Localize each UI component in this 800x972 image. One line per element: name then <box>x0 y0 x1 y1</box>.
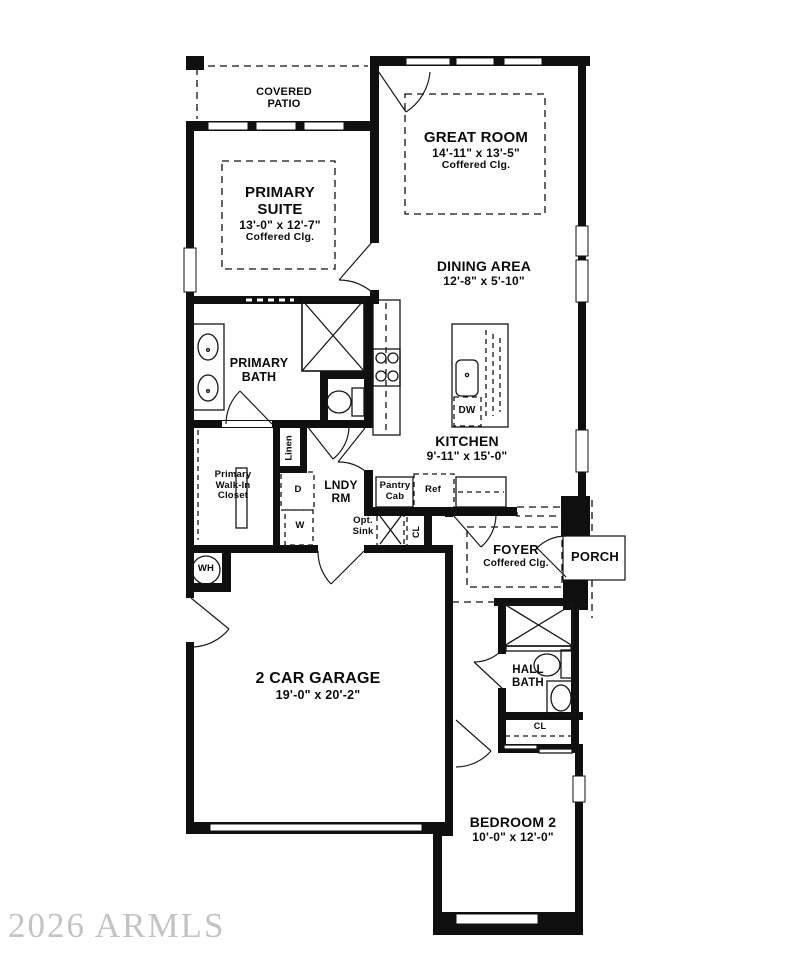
window <box>184 248 196 292</box>
window <box>256 122 296 130</box>
kitchen-label: KITCHEN 9'-11" x 15'-0" <box>426 433 508 463</box>
bypass-door <box>504 745 537 749</box>
door-swing <box>338 462 365 471</box>
window <box>504 58 542 65</box>
opt-sink-label: Opt. Sink <box>352 515 374 537</box>
toilet-tank <box>352 388 364 416</box>
window <box>576 430 588 472</box>
door-swing <box>474 650 502 662</box>
wall-patio-nw-stub <box>186 56 204 70</box>
door-swing <box>339 280 373 293</box>
sink <box>198 334 218 360</box>
dryer-label: D <box>294 484 302 495</box>
dining-area-label: DINING AREA 12'-8" x 5'-10" <box>436 258 532 288</box>
foyer-open-wall <box>517 507 568 516</box>
door-swing <box>191 629 229 647</box>
window <box>208 122 248 130</box>
water-heater-label: WH <box>197 563 215 574</box>
bedroom-2-label: BEDROOM 2 10'-0" x 12'-0" <box>469 814 557 844</box>
door-swing <box>318 551 331 584</box>
window <box>406 58 450 65</box>
bypass-door <box>539 749 572 753</box>
armls-watermark: 2026 ARMLS <box>8 906 226 945</box>
sink <box>551 685 571 711</box>
garage-door-panel <box>210 824 422 831</box>
window <box>573 776 585 802</box>
refrigerator-label: Ref <box>425 484 441 495</box>
sink-drain <box>465 373 468 376</box>
hall-bath-label: HALL BATH <box>512 664 544 689</box>
primary-vanity <box>192 324 224 410</box>
sink <box>198 375 218 401</box>
linen-closet-label: Linen <box>283 435 295 461</box>
washer-label: W <box>295 520 305 531</box>
primary-suite-label: PRIMARY SUITE 13'-0" x 12'-7" Coffered Clg. <box>239 184 321 244</box>
covered-patio-label: COVERED PATIO <box>256 86 312 111</box>
great-room-label: GREAT ROOM 14'-11" x 13'-5" Coffered Clg. <box>423 129 529 172</box>
foyer-label: FOYER Coffered Clg. <box>483 542 549 569</box>
sink-drain <box>207 390 210 393</box>
window <box>304 122 344 130</box>
hall-closet-label: CL <box>533 721 547 731</box>
window <box>456 914 538 924</box>
laundry-label: LNDY RM <box>324 478 358 506</box>
primary-bath-label: PRIMARY BATH <box>229 356 289 384</box>
door-swing <box>226 391 240 424</box>
coat-closet-label: CL <box>411 526 421 538</box>
porch-label: PORCH <box>571 549 619 564</box>
door-swing <box>406 72 430 112</box>
window <box>576 260 588 302</box>
door-swing <box>333 426 349 459</box>
window <box>456 58 494 65</box>
island-sink <box>456 360 478 396</box>
primary-closet-label: Primary Walk-In Closet <box>214 469 252 502</box>
dishwasher-label: DW <box>458 405 476 416</box>
sink-drain <box>207 349 210 352</box>
window <box>576 226 588 256</box>
door-swing <box>456 751 491 767</box>
pantry-label: Pantry Cab <box>379 480 411 502</box>
garage-label: 2 CAR GARAGE 19'-0" x 20'-2" <box>255 670 381 702</box>
toilet <box>327 391 351 413</box>
